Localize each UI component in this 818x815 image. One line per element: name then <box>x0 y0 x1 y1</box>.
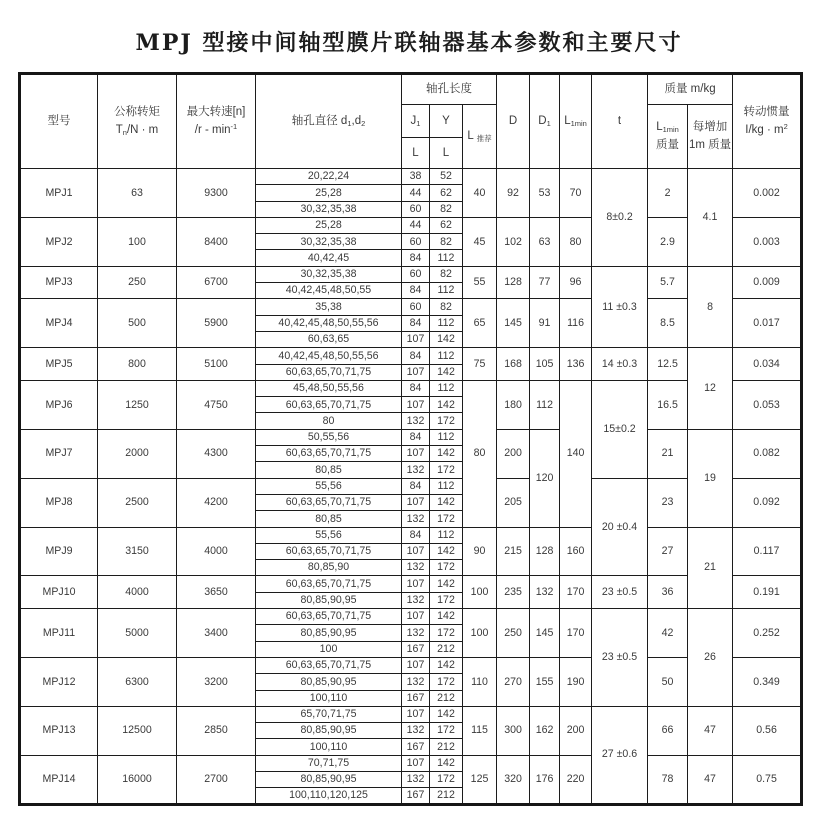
cell-l1min: 220 <box>560 755 592 804</box>
col-header-inertia <box>733 74 802 169</box>
cell-l1min: 136 <box>560 348 592 381</box>
cell-j1l: 132 <box>402 771 430 787</box>
cell-model: MPJ1 <box>20 169 98 218</box>
cell-j1l: 84 <box>402 315 430 331</box>
cell-d1: 53 <box>530 169 560 218</box>
cell-bore: 50,55,56 <box>256 429 402 445</box>
cell-mass: 78 <box>648 755 688 804</box>
cell-bore: 60,63,65,70,71,75 <box>256 609 402 625</box>
cell-perm: 26 <box>688 609 733 707</box>
cell-speed: 4200 <box>177 478 256 527</box>
cell-d1: 120 <box>530 429 560 527</box>
cell-lrec: 55 <box>463 266 497 299</box>
cell-model: MPJ7 <box>20 429 98 478</box>
cell-bore: 80,85,90,95 <box>256 723 402 739</box>
table-row <box>20 576 802 592</box>
cell-inertia: 0.56 <box>733 706 802 755</box>
cell-lrec: 110 <box>463 657 497 706</box>
cell-bore: 40,42,45,48,50,55,56 <box>256 315 402 331</box>
cell-torque: 4000 <box>98 576 177 609</box>
cell-l1min: 80 <box>560 217 592 266</box>
cell-bore: 100 <box>256 641 402 657</box>
table-row <box>20 706 802 722</box>
cell-j1l: 107 <box>402 494 430 510</box>
cell-yl: 82 <box>430 299 463 315</box>
cell-lrec: 65 <box>463 299 497 348</box>
cell-yl: 112 <box>430 315 463 331</box>
cell-inertia: 0.191 <box>733 576 802 609</box>
cell-j1l: 84 <box>402 527 430 543</box>
cell-bore: 40,42,45,48,50,55 <box>256 283 402 299</box>
cell-d: 168 <box>497 348 530 381</box>
cell-j1l: 167 <box>402 690 430 706</box>
table-row <box>20 657 802 673</box>
cell-j1l: 132 <box>402 674 430 690</box>
cell-yl: 172 <box>430 413 463 429</box>
col-header-L1min-mass: $L_{1min}$ 质量 <box>648 105 688 169</box>
col-header-bore-diameter: 轴孔直径 $d_1,d_2$ <box>256 74 402 169</box>
inertia-label-line1: 转动惯量 <box>743 106 790 119</box>
cell-torque: 16000 <box>98 755 177 804</box>
cell-yl: 142 <box>430 446 463 462</box>
cell-j1l: 132 <box>402 413 430 429</box>
cell-mass: 50 <box>648 657 688 706</box>
cell-j1l: 60 <box>402 201 430 217</box>
cell-l1min: 160 <box>560 527 592 576</box>
cell-j1l: 60 <box>402 266 430 282</box>
cell-yl: 212 <box>430 739 463 755</box>
cell-bore: 80,85,90,95 <box>256 592 402 608</box>
cell-d: 92 <box>497 169 530 218</box>
cell-lrec: 100 <box>463 609 497 658</box>
cell-d: 235 <box>497 576 530 609</box>
cell-speed: 6700 <box>177 266 256 299</box>
cell-torque: 63 <box>98 169 177 218</box>
cell-perm: 47 <box>688 755 733 804</box>
cell-inertia: 0.252 <box>733 609 802 658</box>
cell-lrec: 115 <box>463 706 497 755</box>
col-header-t: t <box>592 74 648 169</box>
cell-bore: 70,71,75 <box>256 755 402 771</box>
cell-bore: 60,63,65 <box>256 331 402 347</box>
cell-j1l: 84 <box>402 429 430 445</box>
speed-label-line1: 最大转速[n] <box>186 106 246 119</box>
cell-inertia: 0.017 <box>733 299 802 348</box>
col-header-Y: Y <box>430 105 463 138</box>
cell-t: 23 ±0.5 <box>592 609 648 707</box>
cell-speed: 3400 <box>177 609 256 658</box>
cell-torque: 250 <box>98 266 177 299</box>
cell-yl: 172 <box>430 723 463 739</box>
cell-t: 11 ±0.3 <box>592 266 648 347</box>
cell-bore: 80,85 <box>256 462 402 478</box>
cell-yl: 142 <box>430 494 463 510</box>
cell-inertia: 0.75 <box>733 755 802 804</box>
cell-d1: 63 <box>530 217 560 266</box>
cell-model: MPJ12 <box>20 657 98 706</box>
cell-yl: 172 <box>430 560 463 576</box>
cell-torque: 2500 <box>98 478 177 527</box>
cell-j1l: 132 <box>402 560 430 576</box>
cell-bore: 20,22,24 <box>256 169 402 185</box>
cell-j1l: 132 <box>402 511 430 527</box>
cell-inertia: 0.349 <box>733 657 802 706</box>
cell-yl: 172 <box>430 625 463 641</box>
cell-j1l: 107 <box>402 446 430 462</box>
cell-speed: 4300 <box>177 429 256 478</box>
cell-l1min: 170 <box>560 609 592 658</box>
cell-inertia: 0.003 <box>733 217 802 266</box>
cell-d1: 162 <box>530 706 560 755</box>
cell-d1: 77 <box>530 266 560 299</box>
cell-yl: 82 <box>430 201 463 217</box>
cell-d1: 128 <box>530 527 560 576</box>
cell-inertia: 0.002 <box>733 169 802 218</box>
col-group-hole-length: 轴孔长度 <box>402 74 497 105</box>
cell-yl: 172 <box>430 674 463 690</box>
cell-bore: 55,56 <box>256 478 402 494</box>
cell-j1l: 167 <box>402 788 430 804</box>
cell-j1l: 107 <box>402 755 430 771</box>
cell-yl: 142 <box>430 706 463 722</box>
cell-t: 23 ±0.5 <box>592 576 648 609</box>
cell-inertia: 0.092 <box>733 478 802 527</box>
cell-speed: 5100 <box>177 348 256 381</box>
cell-yl: 142 <box>430 397 463 413</box>
cell-speed: 3650 <box>177 576 256 609</box>
col-header-L1min: $L_{1min}$ <box>560 74 592 169</box>
cell-torque: 2000 <box>98 429 177 478</box>
cell-yl: 82 <box>430 234 463 250</box>
inertia-label-line2: $I/kg \cdot m^2$ <box>745 121 788 136</box>
cell-perm: 47 <box>688 706 733 755</box>
cell-bore: 55,56 <box>256 527 402 543</box>
cell-j1l: 132 <box>402 592 430 608</box>
cell-bore: 30,32,35,38 <box>256 266 402 282</box>
torque-label-line1: 公称转矩 <box>114 106 160 119</box>
cell-j1l: 60 <box>402 299 430 315</box>
cell-d1: 105 <box>530 348 560 381</box>
cell-yl: 62 <box>430 185 463 201</box>
cell-d: 200 <box>497 429 530 478</box>
cell-torque: 5000 <box>98 609 177 658</box>
cell-j1l: 107 <box>402 706 430 722</box>
cell-bore: 40,42,45 <box>256 250 402 266</box>
table-row <box>20 299 802 315</box>
cell-inertia: 0.053 <box>733 380 802 429</box>
cell-l1min: 190 <box>560 657 592 706</box>
cell-bore: 60,63,65,70,71,75 <box>256 657 402 673</box>
cell-d1: 112 <box>530 380 560 429</box>
cell-yl: 172 <box>430 511 463 527</box>
cell-j1l: 38 <box>402 169 430 185</box>
cell-bore: 60,63,65,70,71,75 <box>256 494 402 510</box>
cell-yl: 112 <box>430 527 463 543</box>
cell-mass: 2 <box>648 169 688 218</box>
cell-model: MPJ3 <box>20 266 98 299</box>
col-header-D1: $D_1$ <box>530 74 560 169</box>
cell-mass: 8.5 <box>648 299 688 348</box>
cell-j1l: 167 <box>402 641 430 657</box>
cell-j1l: 107 <box>402 364 430 380</box>
cell-bore: 30,32,35,38 <box>256 234 402 250</box>
cell-torque: 1250 <box>98 380 177 429</box>
cell-bore: 60,63,65,70,71,75 <box>256 364 402 380</box>
cell-yl: 142 <box>430 755 463 771</box>
cell-bore: 100,110 <box>256 690 402 706</box>
cell-model: MPJ4 <box>20 299 98 348</box>
cell-torque: 12500 <box>98 706 177 755</box>
cell-mass: 42 <box>648 609 688 658</box>
cell-bore: 80,85,90,95 <box>256 625 402 641</box>
cell-lrec: 45 <box>463 217 497 266</box>
cell-speed: 2700 <box>177 755 256 804</box>
cell-l1min: 200 <box>560 706 592 755</box>
table-row <box>20 755 802 771</box>
cell-j1l: 132 <box>402 462 430 478</box>
cell-model: MPJ5 <box>20 348 98 381</box>
cell-yl: 112 <box>430 283 463 299</box>
cell-yl: 142 <box>430 576 463 592</box>
cell-d: 102 <box>497 217 530 266</box>
cell-bore: 30,32,35,38 <box>256 201 402 217</box>
cell-bore: 60,63,65,70,71,75 <box>256 576 402 592</box>
cell-d1: 176 <box>530 755 560 804</box>
cell-bore: 60,63,65,70,71,75 <box>256 446 402 462</box>
cell-j1l: 167 <box>402 739 430 755</box>
cell-j1l: 60 <box>402 234 430 250</box>
cell-t: 8±0.2 <box>592 169 648 267</box>
cell-bore: 60,63,65,70,71,75 <box>256 543 402 559</box>
cell-yl: 112 <box>430 429 463 445</box>
cell-j1l: 132 <box>402 625 430 641</box>
cell-j1l: 84 <box>402 380 430 396</box>
cell-perm: 21 <box>688 527 733 608</box>
cell-d1: 145 <box>530 609 560 658</box>
cell-mass: 2.9 <box>648 217 688 266</box>
cell-j1l: 107 <box>402 397 430 413</box>
cell-model: MPJ2 <box>20 217 98 266</box>
cell-d: 250 <box>497 609 530 658</box>
col-header-torque <box>98 74 177 169</box>
cell-bore: 80 <box>256 413 402 429</box>
cell-d1: 155 <box>530 657 560 706</box>
cell-j1l: 107 <box>402 543 430 559</box>
cell-yl: 142 <box>430 331 463 347</box>
cell-l1min: 70 <box>560 169 592 218</box>
cell-mass: 66 <box>648 706 688 755</box>
cell-j1l: 84 <box>402 283 430 299</box>
cell-model: MPJ9 <box>20 527 98 576</box>
cell-d: 128 <box>497 266 530 299</box>
cell-speed: 4000 <box>177 527 256 576</box>
cell-bore: 35,38 <box>256 299 402 315</box>
cell-torque: 800 <box>98 348 177 381</box>
cell-speed: 9300 <box>177 169 256 218</box>
cell-d: 270 <box>497 657 530 706</box>
speed-label-line2: $/r - \min^{-1}$ <box>194 121 238 136</box>
cell-torque: 500 <box>98 299 177 348</box>
cell-bore: 100,110 <box>256 739 402 755</box>
cell-model: MPJ8 <box>20 478 98 527</box>
cell-inertia: 0.009 <box>733 266 802 299</box>
cell-lrec: 80 <box>463 380 497 527</box>
cell-d: 215 <box>497 527 530 576</box>
cell-torque: 6300 <box>98 657 177 706</box>
cell-perm: 19 <box>688 429 733 527</box>
cell-yl: 172 <box>430 462 463 478</box>
cell-l1min: 96 <box>560 266 592 299</box>
cell-l1min: 140 <box>560 380 592 527</box>
cell-bore: 40,42,45,48,50,55,56 <box>256 348 402 364</box>
table-row <box>20 527 802 543</box>
cell-speed: 4750 <box>177 380 256 429</box>
cell-bore: 45,48,50,55,56 <box>256 380 402 396</box>
cell-perm: 8 <box>688 266 733 347</box>
cell-l1min: 170 <box>560 576 592 609</box>
cell-yl: 142 <box>430 657 463 673</box>
cell-yl: 142 <box>430 609 463 625</box>
table-row <box>20 348 802 364</box>
cell-t: 20 ±0.4 <box>592 478 648 576</box>
cell-speed: 3200 <box>177 657 256 706</box>
cell-yl: 142 <box>430 364 463 380</box>
cell-bore: 60,63,65,70,71,75 <box>256 397 402 413</box>
parameters-table <box>18 72 803 806</box>
table-row <box>20 217 802 233</box>
cell-model: MPJ11 <box>20 609 98 658</box>
cell-lrec: 75 <box>463 348 497 381</box>
cell-t: 27 ±0.6 <box>592 706 648 804</box>
cell-yl: 52 <box>430 169 463 185</box>
cell-d: 300 <box>497 706 530 755</box>
col-header-L-recommended: L $_{推荐}$ <box>463 105 497 169</box>
cell-speed: 8400 <box>177 217 256 266</box>
cell-yl: 212 <box>430 788 463 804</box>
cell-j1l: 84 <box>402 348 430 364</box>
cell-j1l: 44 <box>402 217 430 233</box>
cell-yl: 112 <box>430 250 463 266</box>
col-header-D: D <box>497 74 530 169</box>
table-row <box>20 266 802 282</box>
cell-mass: 27 <box>648 527 688 576</box>
cell-torque: 100 <box>98 217 177 266</box>
cell-d: 205 <box>497 478 530 527</box>
col-header-mass-per-meter: 每增加 1m 质量 <box>688 105 733 169</box>
cell-t: 14 ±0.3 <box>592 348 648 381</box>
cell-d1: 132 <box>530 576 560 609</box>
cell-j1l: 44 <box>402 185 430 201</box>
cell-yl: 212 <box>430 641 463 657</box>
cell-yl: 112 <box>430 380 463 396</box>
cell-bore: 80,85,90,95 <box>256 771 402 787</box>
cell-model: MPJ13 <box>20 706 98 755</box>
col-group-mass: 质量 m/kg <box>648 74 733 105</box>
cell-bore: 25,28 <box>256 217 402 233</box>
cell-d: 180 <box>497 380 530 429</box>
cell-bore: 65,70,71,75 <box>256 706 402 722</box>
cell-perm: 4.1 <box>688 169 733 267</box>
cell-t: 15±0.2 <box>592 380 648 478</box>
cell-j1l: 107 <box>402 331 430 347</box>
cell-mass: 16.5 <box>648 380 688 429</box>
cell-inertia: 0.034 <box>733 348 802 381</box>
cell-mass: 23 <box>648 478 688 527</box>
cell-j1l: 107 <box>402 657 430 673</box>
cell-lrec: 90 <box>463 527 497 576</box>
cell-yl: 82 <box>430 266 463 282</box>
cell-d1: 91 <box>530 299 560 348</box>
cell-inertia: 0.082 <box>733 429 802 478</box>
cell-mass: 36 <box>648 576 688 609</box>
cell-lrec: 125 <box>463 755 497 804</box>
cell-d: 320 <box>497 755 530 804</box>
torque-label-line2: $T_n/N \cdot m$ <box>115 123 159 137</box>
cell-yl: 62 <box>430 217 463 233</box>
cell-model: MPJ14 <box>20 755 98 804</box>
cell-yl: 142 <box>430 543 463 559</box>
cell-j1l: 84 <box>402 250 430 266</box>
cell-torque: 3150 <box>98 527 177 576</box>
cell-bore: 25,28 <box>256 185 402 201</box>
cell-j1l: 84 <box>402 478 430 494</box>
cell-model: MPJ6 <box>20 380 98 429</box>
cell-speed: 2850 <box>177 706 256 755</box>
cell-j1l: 107 <box>402 609 430 625</box>
cell-model: MPJ10 <box>20 576 98 609</box>
table-row <box>20 169 802 185</box>
table-row <box>20 478 802 494</box>
cell-yl: 172 <box>430 771 463 787</box>
page-title: MPJ 型接中间轴型膜片联轴器基本参数和主要尺寸 <box>135 30 683 56</box>
cell-j1l: 132 <box>402 723 430 739</box>
cell-yl: 172 <box>430 592 463 608</box>
col-header-max-speed <box>177 74 256 169</box>
cell-d: 145 <box>497 299 530 348</box>
col-header-model: 型号 <box>20 74 98 169</box>
cell-lrec: 40 <box>463 169 497 218</box>
table-body <box>20 169 802 805</box>
cell-lrec: 100 <box>463 576 497 609</box>
cell-j1l: 107 <box>402 576 430 592</box>
cell-bore: 80,85 <box>256 511 402 527</box>
table-header <box>20 74 802 169</box>
cell-inertia: 0.117 <box>733 527 802 576</box>
col-header-J1-L: L <box>402 138 430 169</box>
col-header-Y-L: L <box>430 138 463 169</box>
cell-yl: 112 <box>430 478 463 494</box>
cell-bore: 100,110,120,125 <box>256 788 402 804</box>
table-row <box>20 609 802 625</box>
cell-perm: 12 <box>688 348 733 429</box>
cell-mass: 5.7 <box>648 266 688 299</box>
cell-yl: 212 <box>430 690 463 706</box>
table-row <box>20 429 802 445</box>
cell-speed: 5900 <box>177 299 256 348</box>
cell-bore: 80,85,90 <box>256 560 402 576</box>
cell-bore: 80,85,90,95 <box>256 674 402 690</box>
cell-mass: 12.5 <box>648 348 688 381</box>
col-header-J1: $J_1$ <box>402 105 430 138</box>
table-row <box>20 380 802 396</box>
cell-yl: 112 <box>430 348 463 364</box>
cell-mass: 21 <box>648 429 688 478</box>
cell-l1min: 116 <box>560 299 592 348</box>
